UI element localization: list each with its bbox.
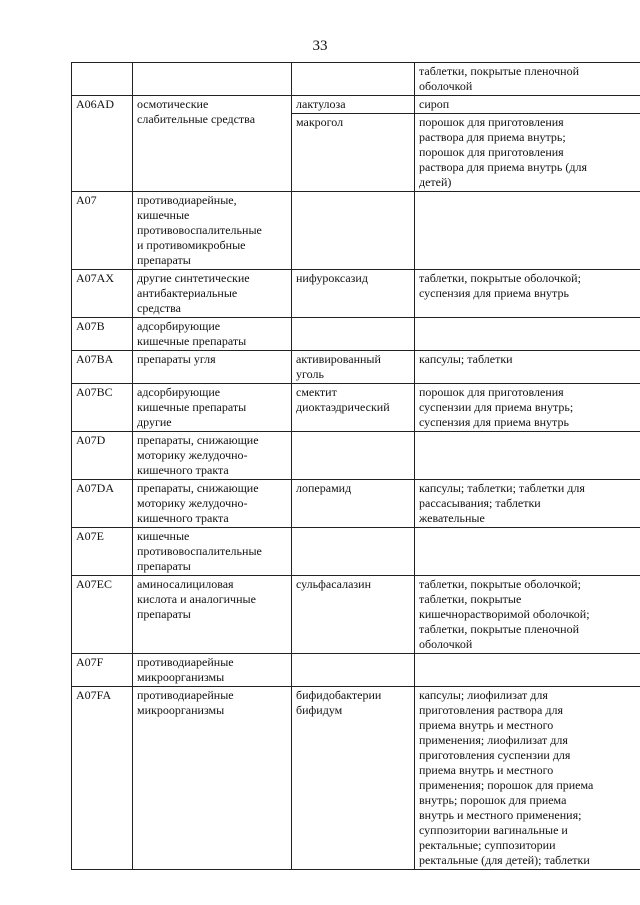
dosage-form-cell [415,480,640,528]
anatomical-group-cell [133,384,292,432]
drug-line: макрогол [296,115,344,129]
anatomical-group-cell [133,192,292,270]
drug-line: диоктаэдрический [296,400,390,414]
form-line: капсулы; таблетки; таблетки для [419,481,585,495]
form-line: ректальные (для детей); таблетки [419,853,590,867]
anatomical-group-cell [133,63,292,96]
form-line: применения; порошок для приема [419,778,594,792]
form-line: суспензия для приема внутрь [419,286,569,300]
table-row [72,576,640,654]
group-line: средства [137,301,182,315]
form-line: капсулы; таблетки [419,352,513,366]
group-line: кишечные препараты [137,400,247,414]
atc-code-cell: A07AX [72,270,133,318]
group-line: другие синтетические [137,271,250,285]
group-line: адсорбирующие [137,385,221,399]
dosage-form-cell [415,270,640,318]
anatomical-group-cell [133,687,292,870]
group-line: кишечного тракта [137,511,229,525]
drug-line: уголь [296,367,324,381]
form_top-block [415,96,640,114]
atc-code-cell: A07BA [72,351,133,384]
form-line: применения; лиофилизат для [419,733,568,747]
drug-line: смектит [296,385,337,399]
table-row [72,432,640,480]
drug-name-cell [292,318,415,351]
anatomical-group-cell [133,654,292,687]
drug-name-cell [292,384,415,432]
table-row [72,270,640,318]
form-line: порошок для приготовления [419,145,564,159]
drug-name-cell [292,432,415,480]
group-line: препараты [137,607,191,621]
group-line: другие [137,415,172,429]
table-row [72,480,640,528]
anatomical-group-cell [133,351,292,384]
form-line: порошок для приготовления [419,115,564,129]
anatomical-group-cell [133,270,292,318]
dosage-form-cell [415,351,640,384]
group-line: микроорганизмы [137,670,225,684]
table-row [72,687,640,870]
form-line: внутрь; порошок для приема [419,793,567,807]
form-line: таблетки, покрытые пленочной [419,64,580,78]
group-line: противовоспалительные [137,223,262,237]
table-row [72,654,640,687]
drug-line: активированный [296,352,381,366]
atc-code-cell: A07 [72,192,133,270]
drug-line: лоперамид [296,481,352,495]
form-line: раствора для приема внутрь (для [419,160,587,174]
drug-name-cell [292,270,415,318]
dosage-form-cell [415,318,640,351]
table-row [72,384,640,432]
anatomical-group-cell [133,576,292,654]
form-line: таблетки, покрытые [419,592,522,606]
dosage-form-cell [415,654,640,687]
form-line: суспензия для приема внутрь [419,415,569,429]
drug_top-block [292,96,414,114]
drug-table [71,62,640,870]
form-line: жевательные [419,511,485,525]
anatomical-group-cell [133,480,292,528]
group-line: кишечные [137,208,190,222]
drug-name-cell [292,351,415,384]
dosage-form-cell [415,432,640,480]
form-line: приема внутрь и местного [419,718,554,732]
table-body [72,63,640,870]
group-line: моторику желудочно- [137,448,248,462]
form-line: рассасывания; таблетки [419,496,541,510]
atc-code-cell: A07DA [72,480,133,528]
dosage-form-cell [415,687,640,870]
group-line: адсорбирующие [137,319,221,333]
group-line: кислота и аналогичные [137,592,256,606]
group-line: препараты угля [137,352,216,366]
atc-code-cell: A07FA [72,687,133,870]
table-row [72,63,640,96]
group-line: микроорганизмы [137,703,225,717]
anatomical-group-cell [133,318,292,351]
group-line: препараты [137,253,191,267]
table-row [72,318,640,351]
table-row [72,528,640,576]
form-line: капсулы; лиофилизат для [419,688,548,702]
group-line: препараты [137,559,191,573]
form-line: приготовления суспензии для [419,748,571,762]
group-line: препараты, снижающие [137,433,259,447]
group-line: моторику желудочно- [137,496,248,510]
group-line: аминосалициловая [137,577,234,591]
dosage-form-cell [415,384,640,432]
form-line: внутрь и местного применения; [419,808,582,822]
form-line: детей) [419,175,452,189]
group-line: противодиарейные, [137,193,237,207]
form-line: суппозитории вагинальные и [419,823,568,837]
dosage-form-cell [415,63,640,96]
drug-name-cell [292,528,415,576]
form-line: порошок для приготовления [419,385,564,399]
page-number: 33 [312,38,328,54]
form_top-line: сироп [419,97,450,111]
table-row [72,96,640,192]
drug-line: бифидобактерии [296,688,382,702]
atc-code-cell: A07F [72,654,133,687]
group-line: кишечные препараты [137,334,247,348]
drug-line: сульфасалазин [296,577,372,591]
group-line: противовоспалительные [137,544,262,558]
anatomical-group-cell [133,96,292,192]
form-line: ректальные; суппозитории [419,838,556,852]
group-line: и противомикробные [137,238,246,252]
atc-code-cell: A07E [72,528,133,576]
atc-code-cell: A07B [72,318,133,351]
table-row [72,351,640,384]
drug_top-line: лактулоза [296,97,346,111]
drug-name-cell [292,687,415,870]
group-line: слабительные средства [137,112,256,126]
table-row [72,192,640,270]
drug-name-cell [292,480,415,528]
group-line: кишечного тракта [137,463,229,477]
drug-name-cell [292,96,415,192]
dosage-form-cell [415,192,640,270]
drug-name-cell [292,654,415,687]
form-line: таблетки, покрытые оболочкой; [419,271,581,285]
dosage-form-cell [415,528,640,576]
drug-name-cell [292,576,415,654]
anatomical-group-cell [133,528,292,576]
dosage-form-cell [415,96,640,192]
atc-code-cell: A07EC [72,576,133,654]
form-line: приготовления раствора для [419,703,563,717]
form-line: таблетки, покрытые пленочной [419,622,580,636]
group-line: противодиарейные [137,688,234,702]
group-line: осмотические [137,97,209,111]
group-line: противодиарейные [137,655,234,669]
form-line: оболочкой [419,637,473,651]
drug-name-cell [292,63,415,96]
group-line: кишечные [137,529,190,543]
group-line: препараты, снижающие [137,481,259,495]
drug-line: бифидум [296,703,343,717]
atc-code-cell [72,63,133,96]
drug-line: нифуроксазид [296,271,368,285]
form-line: приема внутрь и местного [419,763,554,777]
drug-name-cell [292,192,415,270]
atc-code-cell: A06AD [72,96,133,192]
form-line: кишечнорастворимой оболочкой; [419,607,590,621]
atc-code-cell: A07D [72,432,133,480]
form-line: таблетки, покрытые оболочкой; [419,577,581,591]
atc-code-cell: A07BC [72,384,133,432]
form-line: раствора для приема внутрь; [419,130,566,144]
dosage-form-cell [415,576,640,654]
group-line: антибактериальные [137,286,238,300]
anatomical-group-cell [133,432,292,480]
form-line: оболочкой [419,79,473,93]
form-line: суспензии для приема внутрь; [419,400,574,414]
